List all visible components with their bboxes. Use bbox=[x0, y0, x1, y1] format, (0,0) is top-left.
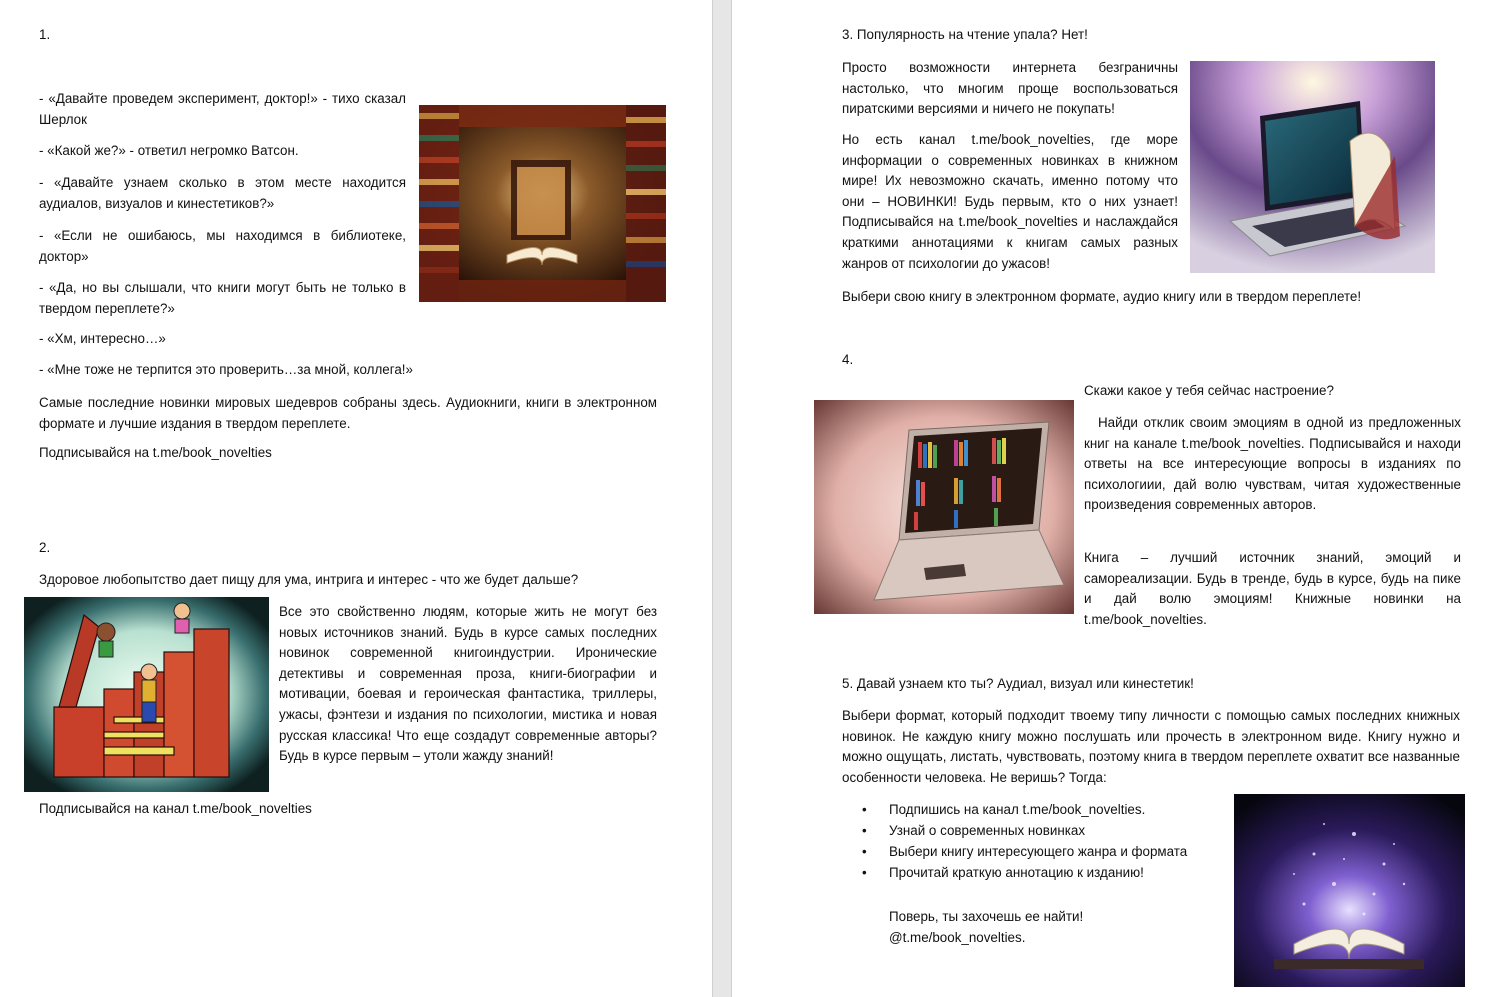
dialog-line-3: - «Давайте узнаем сколько в этом месте находится аудиалов, визуалов и кинестетиков?» bbox=[39, 175, 406, 211]
section-5-closing-2: @t.me/book_novelties. bbox=[889, 930, 1026, 945]
section-1-number: 1. bbox=[39, 27, 51, 42]
section-3-title: 3. Популярность на чтение упала? Нет! bbox=[842, 27, 1088, 42]
bullet-item: • Подпишись на канал t.me/book_novelties. bbox=[889, 800, 1234, 821]
section-1-subscribe: Подписывайся на t.me/book_novelties bbox=[39, 445, 272, 460]
section-2-body: Все это свойственно людям, которые жить не могут без новых источников знаний. Будь в курсе самых последних новинок современной книгоиндустрии. Иронические детективы и современная проза, книги-биографии и мотивации, боевая и героическая фантастика, триллеры, ужасы, фэнтези и издания по психологии, мистика и новая русская классика! Что еще создадут современные авторы? Будь в курсе первым – утоли жажду знаний! bbox=[279, 604, 657, 764]
bullet-item: • Узнай о современных новинках bbox=[889, 821, 1234, 842]
section-1-summary: Самые последние новинки мировых шедевров собраны здесь. Аудиокниги, книги в электронном формате и лучшие издания в твердом переплете. bbox=[39, 395, 657, 431]
section-5-title: 5. Давай узнаем кто ты? Аудиал, визуал или кинестетик! bbox=[842, 676, 1194, 691]
magic-book-image bbox=[1234, 794, 1465, 987]
section-4-paragraph-1: Найди отклик своим эмоциям в одной из предложенных книг на канале t.me/book_novelties. Подписывайся и находи ответы на все интересующие вопросы в изданиях по психологиии, дай волю чувствам, читая художественные произведения современных авторов. bbox=[1084, 415, 1461, 513]
bullet-item: • Прочитай краткую аннотацию к изданию! bbox=[889, 863, 1234, 884]
section-2-number: 2. bbox=[39, 540, 51, 555]
dialog-line-1: - «Давайте проведем эксперимент, доктор!» - тихо сказал Шерлок bbox=[39, 91, 406, 127]
section-2-subscribe: Подписывайся на канал t.me/book_novelties bbox=[39, 801, 312, 816]
section-5-paragraph: Выбери формат, который подходит твоему типу личности с помощью самых последних книжных новинок. Не каждую книгу можно послушать или прочесть в электронном виде. Книгу нужно и можно ощущать, листать, чувствовать, поэтому книга в твердом переплете охватит все названные особенности человека. Не веришь? Тогда: bbox=[842, 708, 1460, 785]
section-4-number: 4. bbox=[842, 352, 854, 367]
library-books-image bbox=[419, 105, 666, 302]
dialog-line-7: - «Мне тоже не терпится это проверить…за мной, коллега!» bbox=[39, 362, 413, 377]
dialog-line-5: - «Да, но вы слышали, что книги могут быть не только в твердом переплете?» bbox=[39, 280, 406, 316]
section-4-paragraph-2: Книга – лучший источник знаний, эмоций и самореализации. Будь в тренде, будь в курсе, будь на пике и дай волю эмоциям! Книжные новинки на t.me/book_novelties. bbox=[1084, 550, 1461, 627]
dialog-line-2: - «Какой же?» - ответил негромко Ватсон. bbox=[39, 143, 299, 158]
document-page-left bbox=[0, 0, 712, 997]
page-gap bbox=[712, 0, 732, 997]
laptop-book-image bbox=[1190, 61, 1435, 273]
section-5-bullet-list bbox=[889, 800, 1234, 884]
bullet-item: • Выбери книгу интересующего жанра и формата bbox=[889, 842, 1234, 863]
section-3-paragraph-1: Просто возможности интернета безграничны настолько, что многим проще воспользоваться пиратскими версиями и ничего не покупать! bbox=[842, 60, 1178, 117]
section-3-paragraph-3: Выбери свою книгу в электронном формате, аудио книгу или в твердом переплете! bbox=[842, 289, 1362, 304]
section-2-intro: Здоровое любопытство дает пищу для ума, интрига и интерес - что же будет дальше? bbox=[39, 572, 579, 587]
laptop-bookshelf-image bbox=[814, 400, 1074, 614]
section-3-paragraph-2: Но есть канал t.me/book_novelties, где море информации о современных новинках в книжном мире! Их невозможно скачать, именно потому что они – НОВИНКИ! Будь первым, кто о них узнает! Подписывайся на t.me/book_novelties и наслаждайся краткими аннотациями к книгам самых разных жанров от психологии до ужасов! bbox=[842, 132, 1178, 271]
dialog-line-4: - «Если не ошибаюсь, мы находимся в библиотеке, доктор» bbox=[39, 228, 406, 264]
book-stairs-cartoon-image bbox=[24, 597, 269, 792]
dialog-line-6: - «Хм, интересно…» bbox=[39, 331, 166, 346]
section-5-closing-1: Поверь, ты захочешь ее найти! bbox=[889, 909, 1084, 924]
section-4-question: Скажи какое у тебя сейчас настроение? bbox=[1084, 383, 1334, 398]
document-page-right bbox=[732, 0, 1500, 997]
